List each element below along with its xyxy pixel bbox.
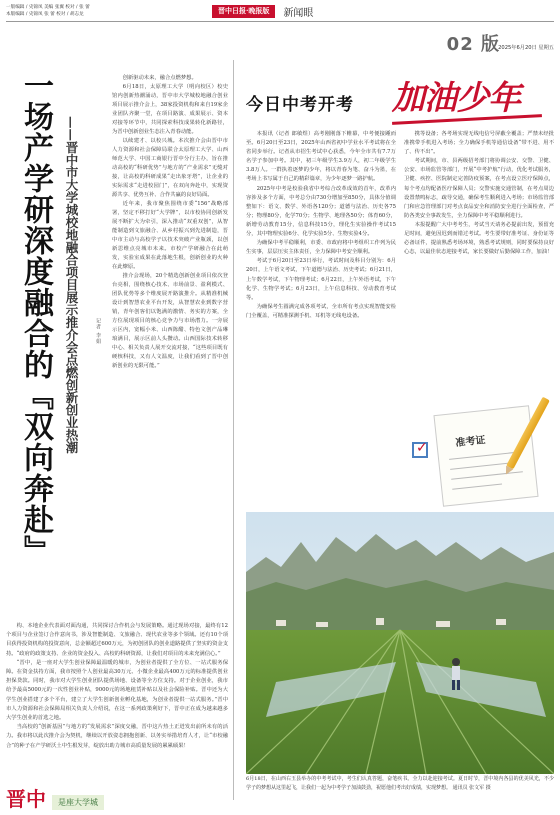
left-paragraph: 以续建才、以校兴城。本次推介会由晋中市人力资源和社会保障局联合太原理工大学、山西师范大学、中国工商银行晋中分行主办，旨在推动高校的“科研优势”与地方的“产业需求”无缝对接，让高校的科研成果“走出象牙塔”，让企业的实际需求“走进校园门”，在双向奔赴中，实现资源共享、优势互补、合作共赢的良好局面。 xyxy=(112,138,228,198)
cheer-slogan xyxy=(392,72,520,119)
exam-article-column-1 xyxy=(246,130,396,321)
left-paragraph: 近年来，我市聚焦围绕市委“156”战略部署，坚定不移打好“大学牌”，以市校协同创新发展不断扩大为牵引，深入推动“双重双创”，从智能制造到文旅融合、从乡村振兴到先进制造，晋中市主动与高校学子以技术突破产业瓶颈，以创新思维点亮城市未来。市校产学研融合在此萌发，实验室成果在此落地生根，创新创业的火种在此燎原。 xyxy=(112,201,228,270)
editors-line-2: 本版编辑 / 史锦凤 张 蕾 校对 / 胡志龙 xyxy=(6,12,84,17)
check-mark-icon: ✓ xyxy=(416,440,428,456)
main-headline: 一场产学研深度融合的『双向奔赴』 xyxy=(18,70,53,566)
left-article-wide-body xyxy=(6,622,228,751)
exam-paragraph: 携等设备；各考场实现无线电信号屏蔽全覆盖；严禁未经批准携带手机进入考场；全力确保手机等通信设备“带不进、用不了、传不出”。 xyxy=(404,131,554,156)
city-slogan-tag: 是座大学城 xyxy=(52,795,104,810)
paper-line xyxy=(452,483,502,489)
column-divider xyxy=(233,60,234,800)
checkbox-icon xyxy=(412,442,428,458)
wide-paragraph: 构、本地企业代表面对面沟通，共同探讨合作机会与发展策略。通过现场对接，最终有12个项目与企业签订合作意向书，涉及智能制造、文旅融合、现代农业等多个领域。还有10个项目获得投资机构的投资意向，总金额超过600万元，为初创团队的创业道路提供了坚实的资金支持。“政府的政策支持、企业的资金投入、高校的科研资源，让我们对项目的未来充满信心。” xyxy=(6,623,228,657)
issue-date: 2025年6月20日 星期五 xyxy=(498,45,554,51)
left-paragraph: 6月18日，太原理工大学（明向校区）校史馆内创新热潮涌动，晋中市大学城校地融合创业项目展示推介会上，38家投资机构和来自19家企业团队齐聚一堂，在项目路演、成果展示、资本对接等环节中，共同探索科技成果转化新路径，为晋中创新创业生态注入青春动能。 xyxy=(112,84,228,135)
left-paragraph: 推介会现场，20个精选创新创业项目依次登台亮相，围绕核心技术、市场前景、盈利模式、团队优势等多个维度展开路演推介。从精准机械设计到智慧农业平台开发，从智慧农业到数字营销，青年创客们以饱满的激情、务实的方案，全方位展现项目的核心竞争力与市场潜力。一旁展示区内，宽幅小米、山西陈醋、特色文创产品琳琅满目，展示区前人头攒动。山西国际技术转移中心、相关负责人展开交流对接，“这些项目既有硬核科技，又有人文温度，让我们看到了晋中创新创业的无限可能。” xyxy=(112,273,228,369)
admission-ticket-illustration xyxy=(404,392,554,510)
exam-article-column-2 xyxy=(404,130,554,257)
landscape-photo xyxy=(246,512,554,798)
exam-paragraph: 考试期间，市、县两级招考部门将协调公安、交警、卫健、公安、市场监管等部门，开展“中考护航”行动，优化考试服务，卫健、疾控、医院制定完善防疫预案，在考点设立医疗保障点，每个考点均配备医疗保障人员；交警实施交通管制，在考点周边设置禁鸣标志，疏导交通，确保考生顺利进入考场；市场监管部门和应急管理部门对考点食品安全和消防安全进行全面检查，严防各类安全事故发生，全力保障中考平稳顺利进行。 xyxy=(404,158,554,219)
paper-line xyxy=(450,463,510,470)
masthead xyxy=(212,2,554,20)
exam-paragraph: 本报提醒广大中考考生，考试当天请务必提前出发，预留充足时间，避免因迟到而错过考试。考生要带好准考证、身份证等必备证件，提前熟悉考场环境，熟悉考试规则，同时要保持良好心态，以最佳状态迎接考试，家长要做好后勤保障工作，加油！ xyxy=(404,221,554,256)
wide-paragraph: “晋中，是一座对大学生创业保障最温暖的城市，为创业者提供了全方位、一站式服务保障。在资金扶持方面，我市按照个人创业最高30万元、小微企业最高400万元的标准提供创业担保贷款。同时，我市对大学生创业团队提供场地、设备等全方位支持。对于企业创业，我市给予最高5000元的一次性创业补贴，9000元的场地租赁补贴以及社会保险补贴。晋中还为大学生创业搭建了多个平台，建立了大学生创新创业孵化基地，为创业者提供一站式服务。”晋中市人力资源和社会保障局相关负责人介绍说，在这一系列政策利好下，晋中正在成为越来越多大学生创业的首选之地。 xyxy=(6,659,228,722)
paper-line xyxy=(451,471,523,480)
city-slogan-logo xyxy=(6,787,228,812)
city-brush-logo: 晋中 xyxy=(6,787,46,811)
exam-paper-icon xyxy=(433,405,538,507)
exam-paragraph: 为确保考生圆满完成各项考试，全市所有考点实现智能安检门全覆盖，可精准探测手机、耳机等无线电设备。 xyxy=(246,303,396,319)
sub-headline: ——晋中市大学城校地融合项目展示推介会点燃创新创业热潮 xyxy=(64,116,79,454)
editors-credits xyxy=(6,4,126,18)
exam-paragraph: 2025年中考是校验我省中考综合改革成效的首年，改革内容涉及多个方面，中考总分由730分增加至850分，具体分值调整如下：语文、数学、外语各120分；道德与法治、历史各75分；物理80分，化学70分；生物学、地理各50分；体育60分，新增劳动教育15分，信息科技15分，理化生实验操作考试15分，其中物理实验6分、化学实验5分、生物实验4分。 xyxy=(246,185,396,238)
admission-ticket-label: 准考证 xyxy=(454,435,486,450)
landscape-photo-image xyxy=(246,512,554,774)
newspaper-logo: 晋中日报·晚报版 xyxy=(212,5,275,18)
editors-line-1: 一版编辑 / 史锦凤 美编 张翼 校对 / 张 蕾 xyxy=(6,5,90,10)
cheer-slogan-text: 加油少年 xyxy=(392,78,520,117)
edition-number: 02 版 xyxy=(446,34,500,55)
section-name: 新闻眼 xyxy=(283,7,314,19)
left-article-column xyxy=(112,74,228,371)
exam-paragraph: 为确保中考平稳顺利，市委、市政府将中考组织工作列为民生实事，层层压实主体责任，全力保障中考安全顺利。 xyxy=(246,240,396,256)
exam-paragraph: 本报讯（记者 郎敏煜）高考刚刚落下帷幕，中考便接踵而至。6月20日至23日，2025年山西省初中学业水平考试将在全省同步举行。记者从市招生考试中心获悉，今年全市共有7.7万名学子参加中考。其中，初三年级学生3.9万人，初二年级学生3.8万人。一群执着逐梦的少年，将以青春为笔、奋斗为墨，在考场上书写属于自己的精彩篇章，为少年逐梦一路护航。 xyxy=(246,131,396,183)
left-paragraph: 创新驱动未来，融合点燃梦想。 xyxy=(122,75,197,81)
reporter-byline: 记者 李娟 xyxy=(95,318,101,345)
top-rule xyxy=(6,21,554,22)
exam-paragraph: 考试于6月20日至23日举行，考试时间及科目分别为：6月20日，上午语文考试，下午道德与法治、历史考试；6月21日，上午数学考试，下午物理考试；6月22日，上午外语考试，下午化学、生物学考试；6月23日，上午信息科技、劳动教育考试等。 xyxy=(246,258,396,301)
photo-caption: 6月18日，在山西右玉县举办的中考考试中，考生们认真答题，奋笔疾书。全力以赴迎接考试。夏日时节，晋中境内各县的优美风光，不少学子的梦想从这里起飞，让我们一起为中考学子加油鼓劲，祝愿他们考出好成绩，实现梦想。 通讯员 张文军 摄 xyxy=(246,776,554,791)
wide-paragraph: 当高校的“创新基因”与地方的“发展需求”深度交融，晋中这片热土正迸发出前所未有的活力。我市将以此次推介会为契机，继续以开放姿态拥抱创新、以务实举措培育人才，让“市校融合”的种子在产学研沃土中生根发芽，绽放出助力城市高质量发展的累累硕果！ xyxy=(6,724,228,749)
exam-headline: 今日中考开考 xyxy=(246,95,354,115)
